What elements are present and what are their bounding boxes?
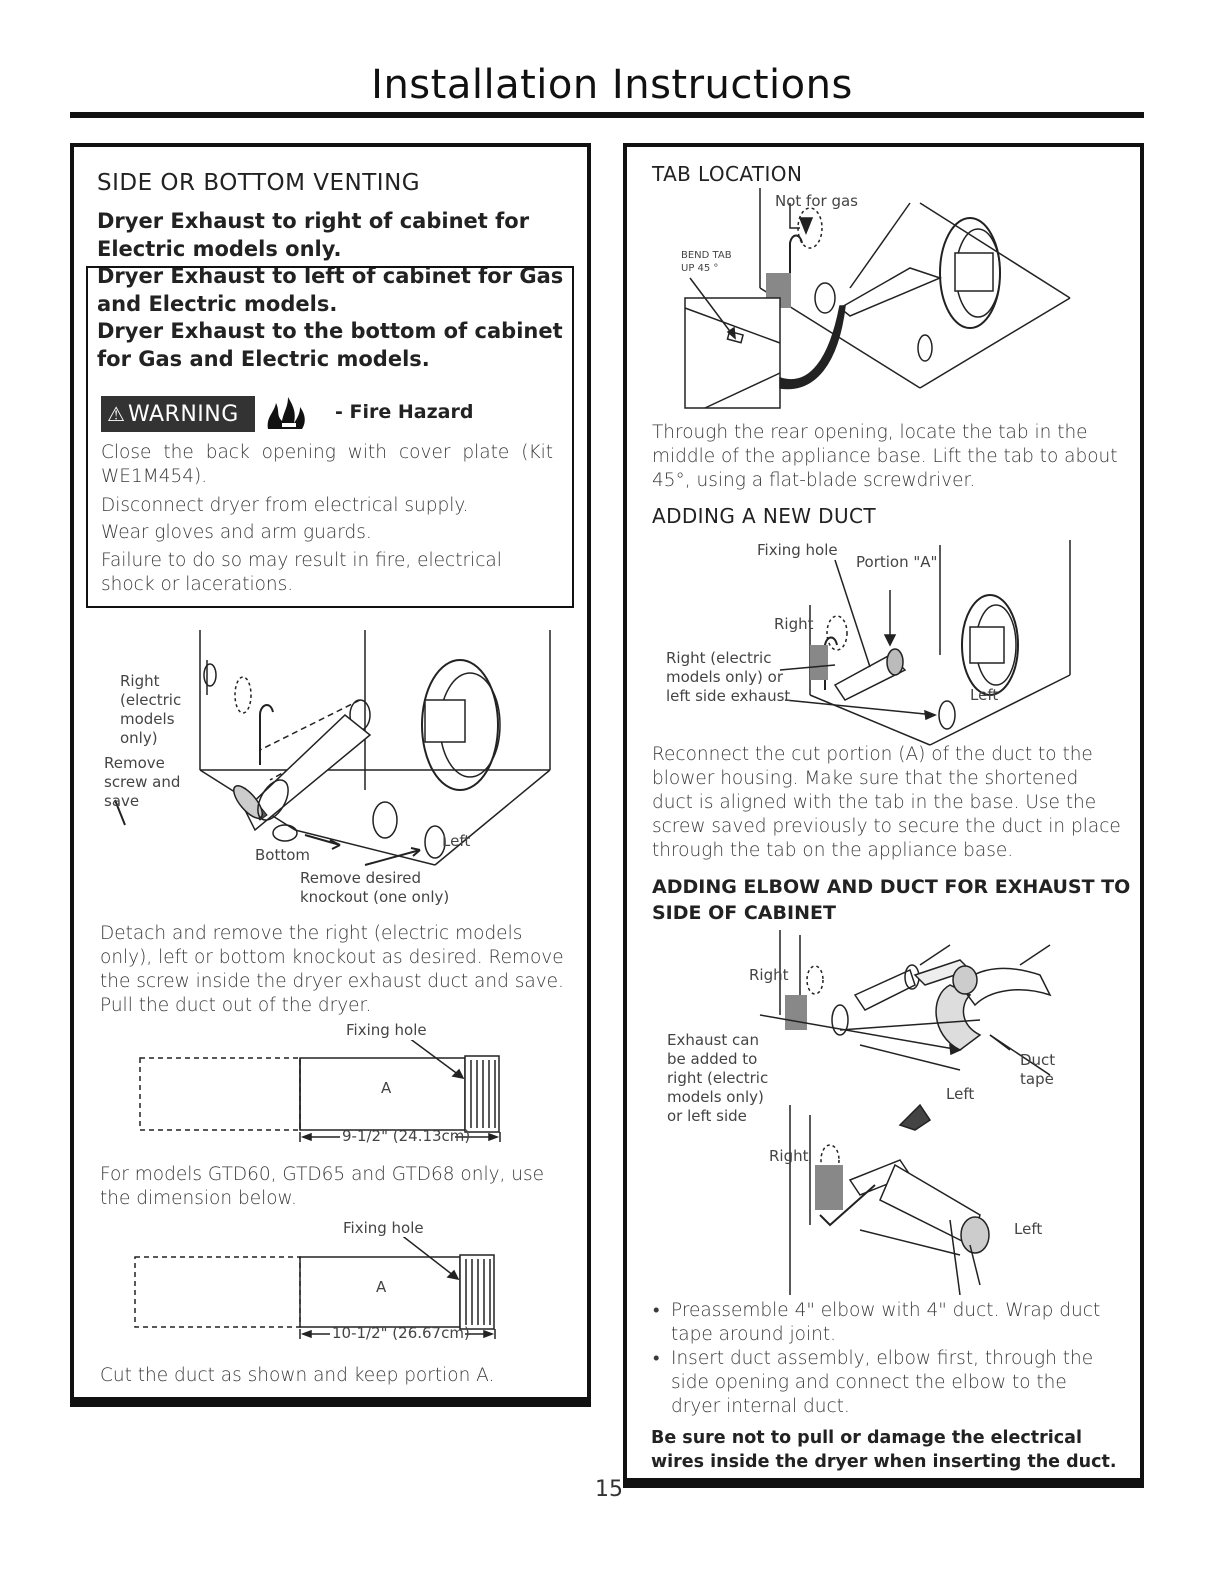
intro-left-gas-electric: Dryer Exhaust to left of cabinet for Gas and Electric models. xyxy=(97,264,564,316)
warning-line-cover-plate: Close the back opening with cover plate (Kit WE1M454). xyxy=(101,442,553,487)
fig3-fixing-hole-label: Fixing hole xyxy=(343,1219,424,1237)
fire-hazard-label: - Fire Hazard xyxy=(335,401,474,423)
elbow-instructions-list xyxy=(651,1299,1121,1419)
label-right-electric: Right (electric models only) xyxy=(120,672,182,747)
fire-hazard-icon xyxy=(262,393,330,433)
fig2-portion-a: A xyxy=(381,1079,392,1097)
label-bottom: Bottom xyxy=(255,846,311,864)
label-left: Left xyxy=(442,832,471,850)
page-title: Installation Instructions xyxy=(371,62,853,108)
elbow-right2-label: Right xyxy=(769,1147,809,1165)
elbow-left2-label: Left xyxy=(1014,1220,1043,1238)
section-title-side-bottom-venting: SIDE OR BOTTOM VENTING xyxy=(97,170,421,196)
paragraph-cut-duct: Cut the duct as shown and keep portion A. xyxy=(100,1365,495,1386)
tab-up45: UP 45 ° xyxy=(681,263,719,274)
section-title-tab-location: TAB LOCATION xyxy=(652,162,803,186)
duct-left-label: Left xyxy=(970,686,999,704)
list-item: • Preassemble 4" elbow with 4" duct. Wrap duct tape around joint. xyxy=(651,1299,1121,1347)
elbow-right1-label: Right xyxy=(749,966,789,984)
warning-line-failure: Failure to do so may result in fire, electrical shock or lacerations. xyxy=(101,550,502,595)
paragraph-reconnect-duct: Reconnect the cut portion (A) of the duct to the blower housing. Make sure that the shortened duct is aligned with the tab in the base. Use the screw saved previously to secure the duct in place through the tab on the appliance base. xyxy=(652,744,1121,861)
warning-badge-label: WARNING xyxy=(127,402,239,427)
intro-right-electric: Dryer Exhaust to right of cabinet for Electric models only. xyxy=(97,209,530,261)
duct-right-electric-label: Right (electric models only) or left side exhaust xyxy=(666,649,791,705)
elbow-exhaust-note: Exhaust can be added to right (electric models only) or left side xyxy=(667,1031,769,1125)
label-remove-screw: Remove screw and save xyxy=(104,754,181,810)
fig2-dimension: 9-1/2" (24.13cm) xyxy=(342,1127,471,1145)
list-item: • Insert duct assembly, elbow first, through the side opening and connect the elbow to the dryer internal duct. xyxy=(651,1347,1121,1419)
fig2-fixing-hole-label: Fixing hole xyxy=(346,1021,427,1039)
page-number: 15 xyxy=(595,1477,623,1502)
duct-portion-a-label: Portion "A" xyxy=(856,553,938,571)
fig3-portion-a: A xyxy=(376,1278,387,1296)
intro-bottom-gas-electric: Dryer Exhaust to the bottom of cabinet for Gas and Electric models. xyxy=(97,319,563,371)
elbow-duct-tape-label: Duct tape xyxy=(1020,1051,1056,1088)
warning-line-gloves: Wear gloves and arm guards. xyxy=(101,522,372,543)
warning-line-disconnect: Disconnect dryer from electrical supply. xyxy=(101,495,469,516)
tab-location-diagram xyxy=(680,188,1110,418)
section-title-elbow-duct: ADDING ELBOW AND DUCT FOR EXHAUST TO SIDE OF CABINET xyxy=(652,876,1131,924)
section-title-adding-new-duct: ADDING A NEW DUCT xyxy=(652,504,876,528)
title-divider xyxy=(70,112,1144,118)
elbow-left1-label: Left xyxy=(946,1085,975,1103)
fig3-dimension: 10-1/2" (26.67cm) xyxy=(332,1324,470,1342)
duct-fixing-hole-label: Fixing hole xyxy=(757,541,838,559)
warning-triangle-icon: ⚠ xyxy=(107,402,125,426)
tab-not-for-gas: Not for gas xyxy=(775,192,858,210)
paragraph-models-gtd: For models GTD60, GTD65 and GTD68 only, use the dimension below. xyxy=(100,1164,545,1209)
paragraph-tab-location: Through the rear opening, locate the tab in the middle of the appliance base. Lift the tab to about 45°, using a flat-blade screwdriver. xyxy=(652,422,1118,491)
tab-bend-tab: BEND TAB xyxy=(681,250,732,261)
caution-note: Be sure not to pull or damage the electrical wires inside the dryer when inserting the duct. xyxy=(651,1428,1117,1472)
warning-badge xyxy=(101,396,255,432)
label-remove-knockout: Remove desired knockout (one only) xyxy=(300,869,450,906)
paragraph-detach-knockout: Detach and remove the right (electric models only), left or bottom knockout as desired. Remove the screw inside the dryer exhaust duct and save. Pull the duct out of the dryer. xyxy=(100,923,564,1016)
duct-right-label: Right xyxy=(774,615,814,633)
